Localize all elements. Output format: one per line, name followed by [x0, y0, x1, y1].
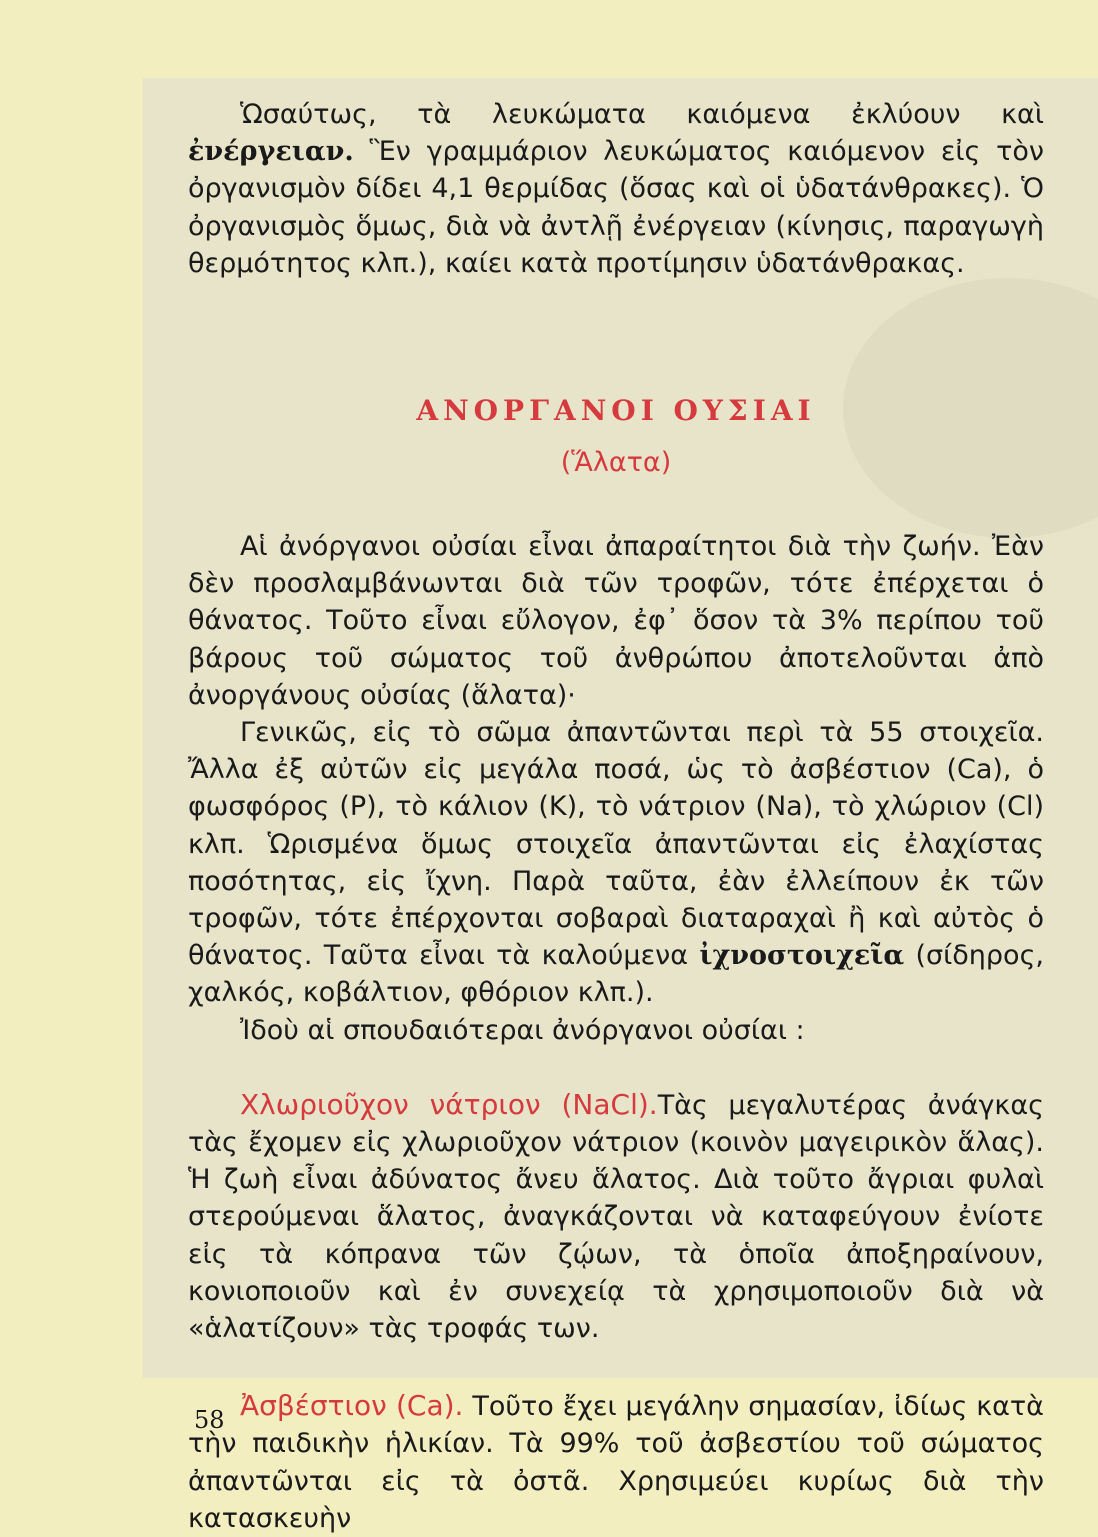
entry-sodium-text: Τὰς μεγαλυτέρας ἀνάγκας τὰς ἔχομεν εἰς χλωριοῦχον νάτριον (κοινὸν μαγειρικὸν ἅλας). Ἡ ζωὴ εἶναι ἀδύνατος ἄνευ ἅλατος. Διὰ τοῦτο ἄγριαι φυλαὶ στερούμεναι ἅλατος, ἀναγκάζονται νὰ καταφεύγουν ἐνίοτε εἰς τὰ κόπρανα τῶν ζῴων, τὰ ὁποῖα ἀποξηραίνουν, κονιοποιοῦν καὶ ἐν συνεχείᾳ τὰ χρησιμοποιοῦν διὰ νὰ «ἁλατίζουν» τὰς τροφάς των. [188, 1089, 1044, 1345]
page-content [188, 96, 1044, 1537]
entry-calcium [188, 1387, 1044, 1537]
section-title: ΑΝΟΡΓΑΝΟΙ ΟΥΣΙΑΙ [416, 394, 816, 428]
intro-bold-term: ἐνέργειαν. [188, 136, 354, 168]
trace-elements-term: ἰχνοστοιχεῖα [699, 940, 905, 972]
section-subtitle: (Ἅλατα) [560, 447, 672, 479]
trace-elements-text: Γενικῶς, εἰς τὸ σῶμα ἀπαντῶνται περὶ τὰ 55 στοιχεῖα. Ἄλλα ἐξ αὐτῶν εἰς μεγάλα ποσά, ὡς τὸ ἀσβέστιον (Ca), ὁ φωσφόρος (P), τὸ κάλιον (K), τὸ νάτριον (Na), τὸ χλώριον (Cl) κλπ. Ὡρισμένα ὅμως στοιχεῖα ἀπαντῶνται εἰς ἐλαχίστας ποσότητας, εἰς ἴχνη. Παρὰ ταῦτα, ἐὰν ἐλλείπουν ἐκ τῶν τροφῶν, τότε ἐπέρχονται σοβαραὶ διαταραχαὶ ἢ καὶ αὐτὸς ὁ θάνατος. Ταῦτα εἶναι τὰ καλούμενα [188, 717, 1044, 972]
entry-calcium-label: Ἀσβέστιον (Ca). [240, 1389, 464, 1423]
page-number: 58 [194, 1406, 225, 1434]
paragraph-trace-elements [188, 714, 1044, 1012]
entry-sodium-chloride [188, 1086, 1044, 1347]
intro-paragraph [188, 96, 1044, 282]
entry-calcium-text: Τοῦτο ἔχει μεγάλην σημασίαν, ἰδίως κατὰ τὴν παιδικὴν ἡλικίαν. Τὰ 99% τοῦ ἀσβεστίου τοῦ σώματος ἀπαντῶνται εἰς τὰ ὀστᾶ. Χρησιμεύει κυρίως διὰ τὴν κατασκευὴν [188, 1391, 1044, 1534]
intro-text-end: Ἓν γραμμάριον λευκώματος καιόμενον εἰς τὸν ὀργανισμὸν δίδει 4,1 θερμίδας (ὅσας καὶ οἱ ὑδατάνθρακες). Ὁ ὀργανισμὸς ὅμως, διὰ νὰ ἀντλῇ ἐνέργειαν (κίνησις, παραγωγὴ θερμότητος κλπ.), καίει κατὰ προτίμησιν ὑδατάνθρακας. [188, 136, 1044, 279]
paragraph-inorganic-necessity: Αἱ ἀνόργανοι οὐσίαι εἶναι ἀπαραίτητοι διὰ τὴν ζωήν. Ἐὰν δὲν προσλαμβάνωνται διὰ τῶν τροφῶν, τότε ἐπέρχεται ὁ θάνατος. Τοῦτο εἶναι εὔλογον, ἐφ᾿ ὅσον τὰ 3% περίπου τοῦ βάρους τοῦ σώματος τοῦ ἀνθρώπου ἀποτελοῦνται ἀπὸ ἀνοργάνους οὐσίας (ἅλατα)· [188, 531, 1044, 711]
entry-sodium-label: Χλωριοῦχον νάτριον (NaCl). [240, 1087, 658, 1121]
paragraph-list-intro: Ἰδοὺ αἱ σπουδαιότεραι ἀνόργανοι οὐσίαι : [240, 1014, 805, 1046]
trace-elements-examples: (σίδηρος, χαλκός, κοβάλτιον, φθόριον κλπ.). [188, 940, 1044, 1009]
intro-text-start: Ὡσαύτως, τὰ λευκώματα καιόμενα ἐκλύουν καὶ [240, 99, 1044, 130]
